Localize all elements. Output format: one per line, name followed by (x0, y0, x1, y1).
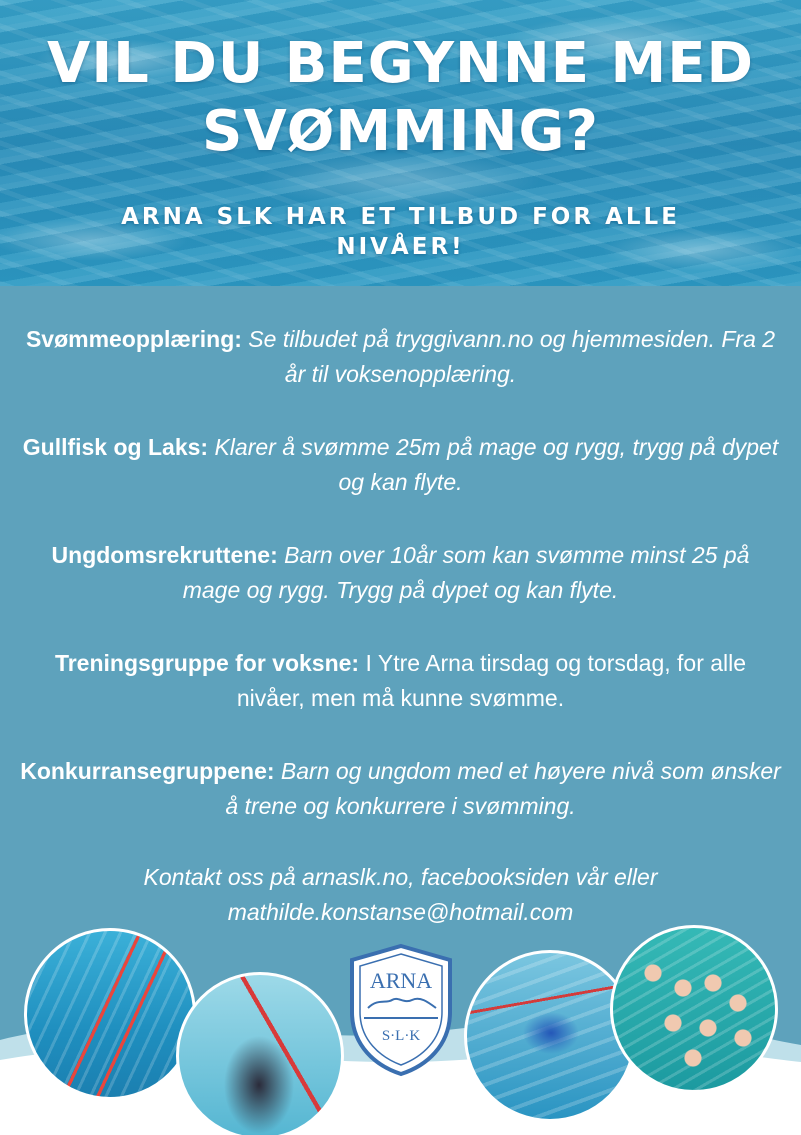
offer-description: Klarer å svømme 25m på mage og rygg, trygg på dypet og kan flyte. (214, 434, 779, 495)
offer-description: Se tilbudet på tryggivann.no og hjemmesiden. Fra 2 år til voksenopplæring. (248, 326, 776, 387)
offer-name: Treningsgruppe for voksne: (54, 650, 360, 676)
offer-description: Barn over 10år som kan svømme minst 25 på mage og rygg. Trygg på dypet og kan flyte. (182, 542, 750, 603)
offer-name: Svømmeopplæring: (25, 326, 242, 352)
water-header (0, 0, 801, 286)
offer-item (20, 430, 781, 500)
offer-name: Konkurransegruppene: (20, 758, 275, 784)
title-line-1: VIL DU BEGYNNE MED (47, 31, 754, 96)
arna-slk-logo (346, 942, 456, 1078)
contact-email: mathilde.konstanse@hotmail.com (227, 899, 574, 925)
contact-line-1: Kontakt oss på arnaslk.no, facebooksiden vår eller (143, 864, 658, 890)
offer-item (20, 322, 781, 392)
swimmers-photo-2 (176, 972, 344, 1135)
logo-bottom-text: S·L·K (381, 1028, 421, 1044)
offers-list (20, 322, 781, 930)
offer-description: I Ytre Arna tirsdag og torsdag, for alle nivåer, men må kunne svømme. (236, 650, 747, 711)
shield-icon (352, 946, 450, 1074)
swimmers-photo-3 (464, 950, 636, 1122)
swimmers-photo-4 (610, 925, 778, 1093)
logo-top-text: ARNA (369, 968, 433, 993)
offer-item (20, 646, 781, 716)
offer-item (20, 754, 781, 824)
title-line-2: SVØMMING? (202, 99, 599, 164)
swimmers-photo-1 (24, 928, 196, 1100)
poster-title (0, 30, 801, 166)
contact-info (20, 860, 781, 930)
offer-description: Barn og ungdom med et høyere nivå som ønsker å trene og konkurrere i svømming. (225, 758, 781, 819)
offer-name: Gullfisk og Laks: (22, 434, 209, 460)
poster-subtitle: ARNA SLK HAR ET TILBUD FOR ALLE NIVÅER! (121, 204, 680, 260)
offer-item (20, 538, 781, 608)
offer-name: Ungdomsrekruttene: (51, 542, 278, 568)
